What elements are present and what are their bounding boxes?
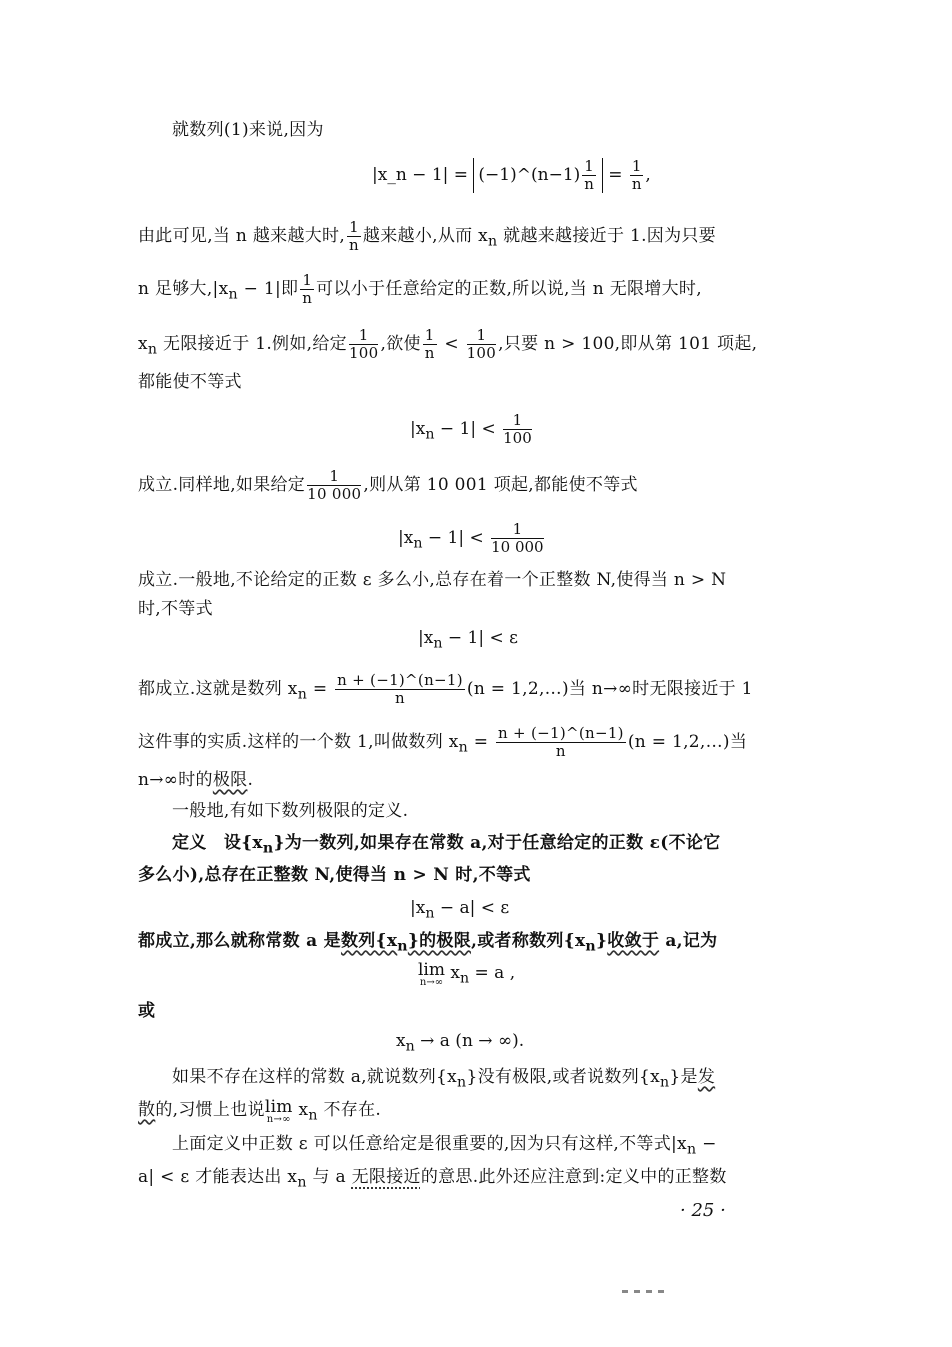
paragraph-line: 由此可见,当 n 越来越大时, $\frac{1}{n}$ 越来越小,从而 $x_n$ 就越来越接近于 1.因为只要 xyxy=(138,218,716,254)
equation-arrow: $x_n \to a$ (n → ∞). xyxy=(396,1031,525,1055)
equation-inequality-10000: $|x_n - 1|$ < $\frac{1}{10 000}$ xyxy=(398,520,544,556)
term-converge: 收敛于 xyxy=(607,931,660,951)
paragraph-line: n 足够大$,|x_n - 1|$即 $\frac{1}{n}$ 可以小于任意给定的正数,所以说,当 n 无限增大时, xyxy=(138,271,702,307)
equation-abs-diff: |x_n − 1| = (−1)^(n−1) $\frac{1}{n}$ = $\frac{1}{n}$ , xyxy=(372,157,651,193)
paragraph-line: 这件事的实质.这样的一个数 1,叫做数列 $x_n$ = $\frac{n + (-1)\^{}(n-1)}{n}$ (n = 1,2,…)当 xyxy=(138,724,748,760)
equation-limit: lim n→∞ $x_n = a$ , xyxy=(418,960,516,988)
paragraph-line: 都成立.这就是数列 $x_n$ = $\frac{n + (-1)\^{}(n-1)}{n}$ (n = 1,2,…)当 n→∞时无限接近于 1 xyxy=(138,671,753,707)
paragraph-line: 一般地,有如下数列极限的定义. xyxy=(172,801,409,821)
paragraph-line: 时,不等式 xyxy=(138,599,213,619)
page-number: · 25 · xyxy=(680,1200,726,1221)
paragraph-line: 散的,习惯上也说lim n→∞ $x_n$ 不存在. xyxy=(138,1097,382,1125)
equation-inequality-100: $|x_n - 1|$ < $\frac{1}{100}$ xyxy=(410,411,532,447)
term-sequence-limit: 数列$\{x_n\}$的极限 xyxy=(340,931,471,955)
paragraph-line: 成立.同样地,如果给定 $\frac{1}{10 000}$ ,则从第 10 001 项起,都能使不等式 xyxy=(138,467,638,503)
paragraph-line: 都能使不等式 xyxy=(138,372,242,392)
paragraph-line: 如果不存在这样的常数 a,就说数列$\{x_n\}$没有极限,或者说数列$\{x_n\}$是发 xyxy=(172,1067,716,1091)
definition-line: 都成立,那么就称常数 a 是数列$\{x_n\}$的极限,或者称数列$\{x_n\}$收敛于 a,记为 xyxy=(138,931,718,955)
paragraph-line: 或 xyxy=(138,1001,156,1021)
definition-line: 定义 设$\{x_n\}$为一数列,如果存在常数 a,对于任意给定的正数 ε(不论它 xyxy=(172,833,721,857)
paragraph-line: $x_n$ 无限接近于 1.例如,给定 $\frac{1}{100}$ ,欲使 $\frac{1}{n}$ < $\frac{1}{100}$ ,只要 n > 100,即从第 101 项起, xyxy=(138,326,758,362)
term-infinitely-close: 无限接近 xyxy=(351,1167,421,1187)
paragraph-line: n→∞时的极限. xyxy=(138,770,254,790)
equation-definition: $|x_n - a| < \varepsilon$ xyxy=(410,898,510,922)
equation-inequality-epsilon: $|x_n - 1| < \varepsilon$ xyxy=(418,628,518,652)
definition-line: 多么小),总存在正整数 N,使得当 n > N 时,不等式 xyxy=(138,865,531,885)
term-divergent: 散 xyxy=(138,1100,156,1120)
paragraph-line: a| < ε 才能表达出 $x_n$ 与 a 无限接近的意思.此外还应注意到:定义中的正整数 xyxy=(138,1167,727,1191)
paragraph-line: 成立.一般地,不论给定的正数 ε 多么小,总存在着一个正整数 N,使得当 n > N xyxy=(138,570,727,590)
scan-artifact xyxy=(622,1278,702,1286)
paragraph-line: 就数列(1)来说,因为 xyxy=(172,120,324,140)
paragraph-line: 上面定义中正数 ε 可以任意给定是很重要的,因为只有这样,不等式$|x_n$ − xyxy=(172,1134,717,1158)
term-limit: 极限 xyxy=(212,770,248,790)
